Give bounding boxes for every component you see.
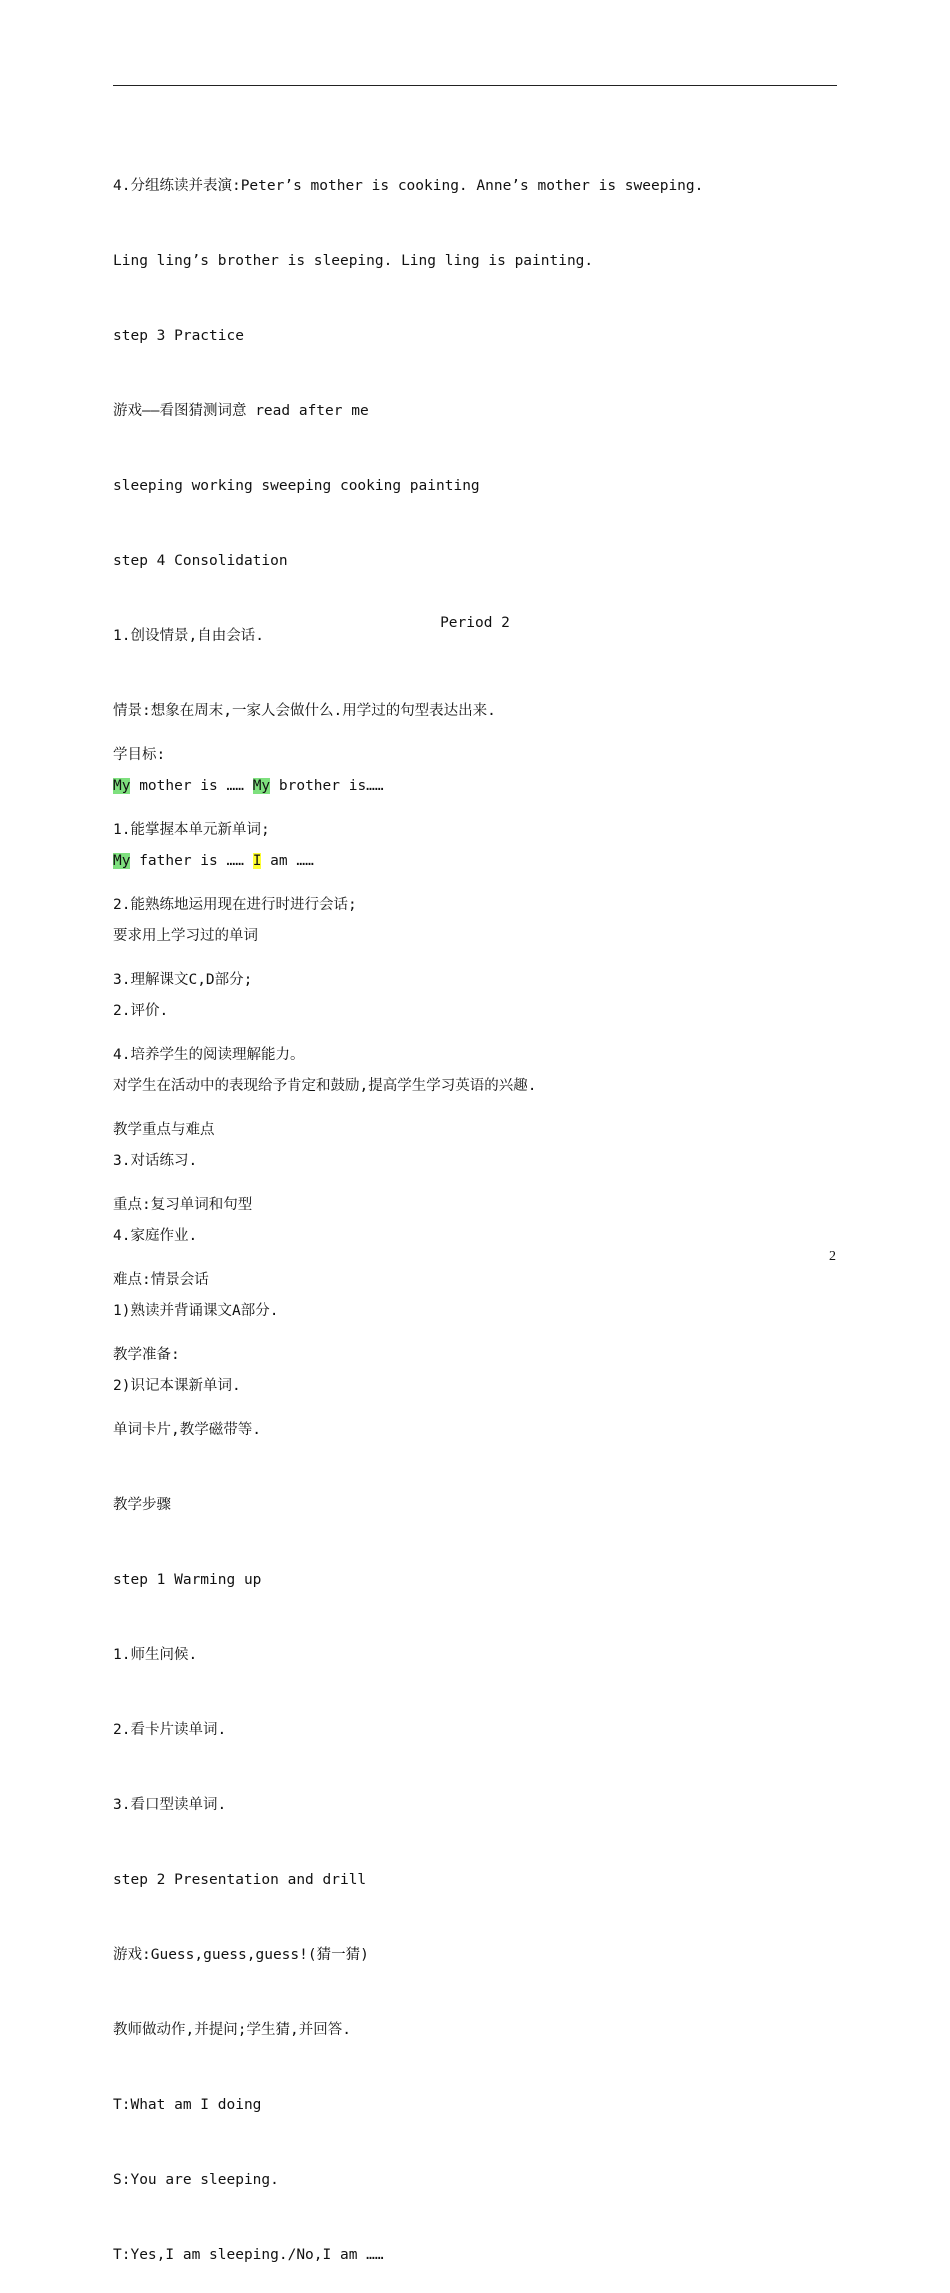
- text-line: step 3 Practice: [113, 328, 244, 344]
- example-text: mother is ……: [130, 778, 253, 794]
- text-line: 2.评价.: [113, 1003, 169, 1019]
- text-line: step 4 Consolidation: [113, 553, 288, 569]
- text-line: 游戏——看图猜测词意 read after me: [113, 403, 369, 419]
- example-text: father is ……: [130, 853, 253, 869]
- text-line: 2.能熟练地运用现在进行时进行会话;: [113, 897, 357, 913]
- text-line: T:Yes,I am sleeping./No,I am ……: [113, 2247, 384, 2263]
- text-line: 游戏:Guess,guess,guess!(猜一猜): [113, 1947, 369, 1963]
- text-line: 3.对话练习.: [113, 1153, 198, 1169]
- text-line: 1.创设情景,自由会话.: [113, 628, 264, 644]
- text-line: 1.师生问候.: [113, 1647, 198, 1663]
- page-number: 2: [829, 1249, 836, 1264]
- text-line: step 2 Presentation and drill: [113, 1872, 367, 1888]
- text-line: 对学生在活动中的表现给予肯定和鼓励,提高学生学习英语的兴趣.: [113, 1078, 537, 1094]
- lesson-section-2: [113, 693, 384, 2293]
- text-line: T:What am I doing: [113, 2097, 262, 2113]
- example-text: brother is……: [270, 778, 384, 794]
- text-line: 教学重点与难点: [113, 1122, 215, 1138]
- text-line: 1)熟读并背诵课文A部分.: [113, 1303, 279, 1319]
- text-line: 4.分组练读并表演:Peter’s mother is cooking. Anne’s mother is sweeping.: [113, 178, 704, 194]
- text-line: 教学步骤: [113, 1497, 171, 1513]
- text-line: Ling ling’s brother is sleeping. Ling ling is painting.: [113, 253, 594, 269]
- example-text: am ……: [261, 853, 314, 869]
- highlighted-word: My: [113, 853, 131, 869]
- text-line: sleeping working sweeping cooking painting: [113, 478, 480, 494]
- text-line: 情景:想象在周末,一家人会做什么.用学过的句型表达出来.: [113, 703, 496, 719]
- text-line: 难点:情景会话: [113, 1272, 209, 1288]
- text-line: 4.培养学生的阅读理解能力。: [113, 1047, 305, 1063]
- text-line: 学目标:: [113, 747, 166, 763]
- text-line: 1.能掌握本单元新单词;: [113, 822, 270, 838]
- text-line: 单词卡片,教学磁带等.: [113, 1422, 261, 1438]
- highlighted-word: I: [252, 853, 262, 869]
- text-line: step 1 Warming up: [113, 1572, 262, 1588]
- text-line: S:You are sleeping.: [113, 2172, 279, 2188]
- text-line: 教师做动作,并提问;学生猜,并回答.: [113, 2022, 351, 2038]
- text-line: 4.家庭作业.: [113, 1228, 198, 1244]
- highlighted-word: My: [113, 778, 131, 794]
- period-title: Period 2: [440, 615, 510, 631]
- text-line: 3.看口型读单词.: [113, 1797, 227, 1813]
- text-line: 教学准备:: [113, 1347, 180, 1363]
- header-rule: [113, 85, 837, 86]
- text-line: 2)识记本课新单词.: [113, 1378, 241, 1394]
- text-line: 要求用上学习过的单词: [113, 928, 258, 944]
- text-line: 2.看卡片读单词.: [113, 1722, 227, 1738]
- text-line: 3.理解课文C,D部分;: [113, 972, 253, 988]
- highlighted-word: My: [252, 778, 271, 794]
- text-line: 重点:复习单词和句型: [113, 1197, 253, 1213]
